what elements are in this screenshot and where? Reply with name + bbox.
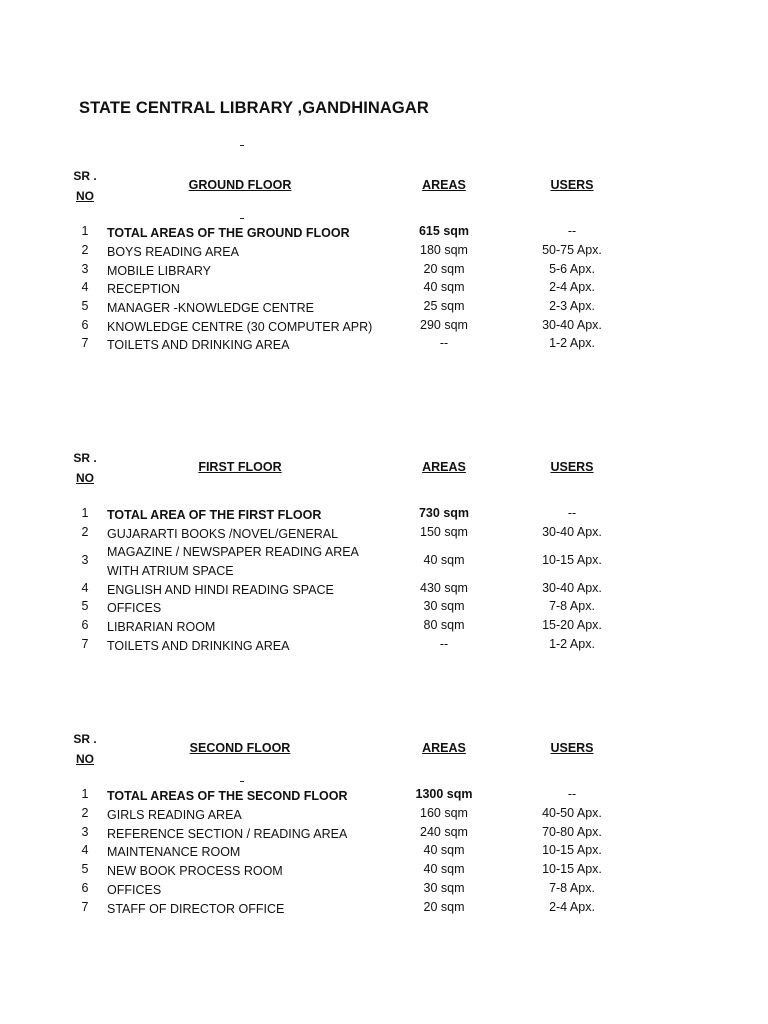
row-number: 1 bbox=[81, 787, 89, 801]
floor-header: GROUND FLOOR bbox=[188, 178, 292, 192]
no-label: NO bbox=[76, 189, 94, 203]
row-area: 615 sqm bbox=[418, 224, 470, 238]
row-area: 160 sqm bbox=[420, 806, 468, 820]
row-users: 2-4 Apx. bbox=[549, 900, 595, 914]
row-name: OFFICES bbox=[107, 601, 162, 615]
row-number: 7 bbox=[81, 336, 89, 350]
row-users: 50-75 Apx. bbox=[542, 243, 602, 257]
row-users: 30-40 Apx. bbox=[542, 525, 602, 539]
row-users: 7-8 Apx. bbox=[549, 599, 595, 613]
sr-no-header bbox=[72, 448, 98, 488]
row-number: 4 bbox=[81, 581, 89, 595]
row-area: 40 sqm bbox=[423, 862, 465, 876]
areas-header: AREAS bbox=[422, 460, 466, 474]
row-area: 40 sqm bbox=[423, 280, 465, 294]
row-area: 40 sqm bbox=[423, 553, 465, 567]
row-name: STAFF OF DIRECTOR OFFICE bbox=[107, 902, 285, 916]
row-users: 7-8 Apx. bbox=[549, 881, 595, 895]
row-number: 6 bbox=[81, 618, 89, 632]
row-number: 6 bbox=[81, 318, 89, 332]
page-title: STATE CENTRAL LIBRARY ,GANDHINAGAR bbox=[79, 99, 429, 117]
row-area: 430 sqm bbox=[420, 581, 468, 595]
row-number: 1 bbox=[81, 224, 89, 238]
row-area: 290 sqm bbox=[420, 318, 468, 332]
row-users: -- bbox=[567, 224, 577, 238]
row-number: 2 bbox=[81, 525, 89, 539]
row-number: 5 bbox=[81, 299, 89, 313]
floor-header: FIRST FLOOR bbox=[198, 460, 282, 474]
row-number: 5 bbox=[81, 862, 89, 876]
row-area: 240 sqm bbox=[420, 825, 468, 839]
row-area: 20 sqm bbox=[423, 900, 465, 914]
row-number: 1 bbox=[81, 506, 89, 520]
sr-label: SR . bbox=[73, 451, 97, 465]
row-name: MAGAZINE / NEWSPAPER READING AREA WITH ATRIUM SPACE bbox=[107, 545, 359, 578]
row-users: 70-80 Apx. bbox=[542, 825, 602, 839]
dash-mark bbox=[240, 145, 244, 146]
users-header: USERS bbox=[550, 741, 594, 755]
row-name: TOILETS AND DRINKING AREA bbox=[107, 639, 290, 653]
row-users: 10-15 Apx. bbox=[542, 862, 602, 876]
row-users: 1-2 Apx. bbox=[549, 336, 595, 350]
row-number: 2 bbox=[81, 806, 89, 820]
row-number: 7 bbox=[81, 637, 89, 651]
floor-header: SECOND FLOOR bbox=[189, 741, 291, 755]
dash-mark bbox=[240, 218, 244, 219]
row-number: 5 bbox=[81, 599, 89, 613]
row-users: 5-6 Apx. bbox=[549, 262, 595, 276]
row-name: TOTAL AREA OF THE FIRST FLOOR bbox=[107, 508, 322, 522]
row-number: 7 bbox=[81, 900, 89, 914]
row-area: 1300 sqm bbox=[415, 787, 473, 801]
row-users: 30-40 Apx. bbox=[542, 581, 602, 595]
row-users: 1-2 Apx. bbox=[549, 637, 595, 651]
row-area: 25 sqm bbox=[423, 299, 465, 313]
row-number: 6 bbox=[81, 881, 89, 895]
row-name: GUJARARTI BOOKS /NOVEL/GENERAL bbox=[107, 527, 339, 541]
row-users: 2-3 Apx. bbox=[549, 299, 595, 313]
row-users: -- bbox=[567, 506, 577, 520]
areas-header: AREAS bbox=[422, 741, 466, 755]
row-users: 30-40 Apx. bbox=[542, 318, 602, 332]
dash-mark bbox=[240, 781, 244, 782]
row-users: -- bbox=[567, 787, 577, 801]
row-name: BOYS READING AREA bbox=[107, 245, 239, 259]
row-area: -- bbox=[439, 336, 449, 350]
row-number: 3 bbox=[81, 553, 89, 567]
sr-label: SR . bbox=[73, 169, 97, 183]
row-number: 4 bbox=[81, 280, 89, 294]
row-users: 15-20 Apx. bbox=[542, 618, 602, 632]
row-users: 2-4 Apx. bbox=[549, 280, 595, 294]
row-area: 30 sqm bbox=[423, 881, 465, 895]
sr-label: SR . bbox=[73, 732, 97, 746]
row-name: GIRLS READING AREA bbox=[107, 808, 242, 822]
users-header: USERS bbox=[550, 178, 594, 192]
no-label: NO bbox=[76, 471, 94, 485]
row-area: -- bbox=[439, 637, 449, 651]
row-number: 4 bbox=[81, 843, 89, 857]
areas-header: AREAS bbox=[422, 178, 466, 192]
sr-no-header bbox=[72, 729, 98, 769]
row-name: RECEPTION bbox=[107, 282, 180, 296]
row-number: 2 bbox=[81, 243, 89, 257]
row-name: MOBILE LIBRARY bbox=[107, 264, 211, 278]
row-area: 150 sqm bbox=[420, 525, 468, 539]
row-users: 10-15 Apx. bbox=[542, 553, 602, 567]
no-label: NO bbox=[76, 752, 94, 766]
row-name: TOILETS AND DRINKING AREA bbox=[107, 338, 290, 352]
row-area: 730 sqm bbox=[418, 506, 470, 520]
row-area: 80 sqm bbox=[423, 618, 465, 632]
row-name: ENGLISH AND HINDI READING SPACE bbox=[107, 583, 334, 597]
row-name: LIBRARIAN ROOM bbox=[107, 620, 216, 634]
row-area: 30 sqm bbox=[423, 599, 465, 613]
row-users: 10-15 Apx. bbox=[542, 843, 602, 857]
sr-no-header bbox=[72, 166, 98, 206]
row-number: 3 bbox=[81, 262, 89, 276]
row-name: TOTAL AREAS OF THE SECOND FLOOR bbox=[107, 789, 348, 803]
row-area: 20 sqm bbox=[423, 262, 465, 276]
row-number: 3 bbox=[81, 825, 89, 839]
row-name: TOTAL AREAS OF THE GROUND FLOOR bbox=[107, 226, 350, 240]
row-area: 180 sqm bbox=[420, 243, 468, 257]
row-name: NEW BOOK PROCESS ROOM bbox=[107, 864, 283, 878]
row-name: MANAGER -KNOWLEDGE CENTRE bbox=[107, 301, 314, 315]
row-name: OFFICES bbox=[107, 883, 162, 897]
row-name: REFERENCE SECTION / READING AREA bbox=[107, 827, 348, 841]
users-header: USERS bbox=[550, 460, 594, 474]
row-area: 40 sqm bbox=[423, 843, 465, 857]
row-name: MAINTENANCE ROOM bbox=[107, 845, 241, 859]
row-name: KNOWLEDGE CENTRE (30 COMPUTER APR) bbox=[107, 320, 373, 334]
row-users: 40-50 Apx. bbox=[542, 806, 602, 820]
